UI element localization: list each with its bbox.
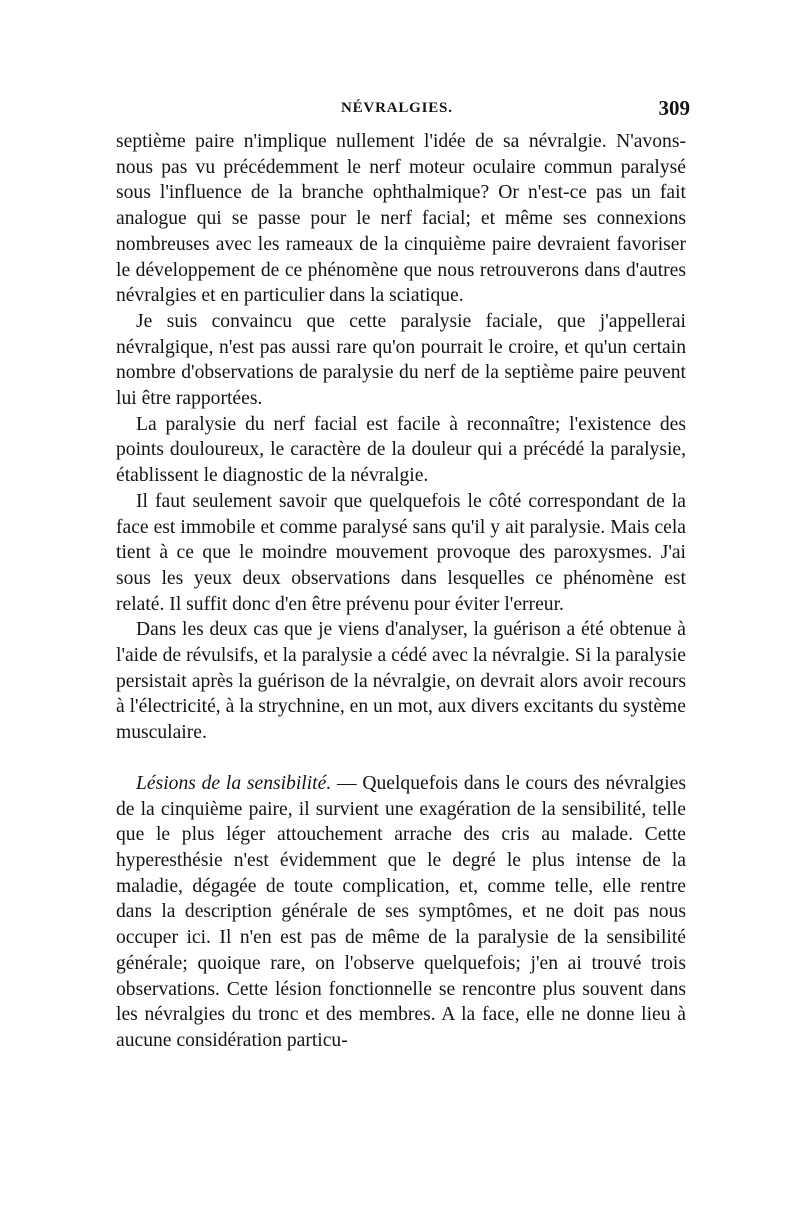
section-title: Lésions de la sensibilité. (136, 772, 332, 794)
body-text (116, 129, 686, 1054)
section-text: — Quelquefois dans le cours des névralgies de la cinquième paire, il survient une exagération de la sensibilité, telle que le plus léger attouchement arrache des cris au malade. Cette hyperesthésie n'est évidemment que le degré le plus intense de la maladie, dégagée de toute complication, et, comme telle, elle rentre dans la description générale de ses symptômes, et ne doit pas nous occuper ici. Il n'en est pas de même de la paralysie de la sensibilité générale; quoique rare, on l'observe quelquefois; j'en ai trouvé trois observations. Cette lésion fonctionnelle se rencontre plus souvent dans les névralgies du tronc et des membres. A la face, elle ne donne lieu à aucune considération particu- (116, 772, 686, 1051)
paragraph: La paralysie du nerf facial est facile à reconnaître; l'existence des points douloureux, le caractère de la douleur qui a précédé la paralysie, établissent le diagnostic de la névralgie. (116, 413, 686, 487)
page-number: 309 (658, 96, 690, 120)
paragraph-continued: septième paire n'implique nullement l'idée de sa névralgie. N'avons-nous pas vu précédemment le nerf moteur oculaire commun paralysé sous l'influence de la branche ophthalmique? Or n'est-ce pas un fait analogue qui se passe pour le nerf facial; et même ses connexions nombreuses avec les rameaux de la cinquième paire devraient favoriser le développement de ce phénomène que nous retrouverons dans d'autres névralgies et en particulier dans la sciatique. (116, 131, 686, 307)
paragraph: Il faut seulement savoir que quelquefois le côté correspondant de la face est immobile et comme paralysé sans qu'il y ait paralysie. Mais cela tient à ce que le moindre mouvement provoque des paroxysmes. J'ai sous les yeux deux observations dans lesquelles ce phénomène est relaté. Il suffit donc d'en être prévenu pour éviter l'erreur. (116, 490, 686, 615)
running-head (116, 96, 690, 126)
section-paragraph (116, 771, 686, 1054)
paragraph: Je suis convaincu que cette paralysie faciale, que j'appellerai névralgique, n'est pas aussi rare qu'on pourrait le croire, et qu'un certain nombre d'observations de paralysie du nerf de la septième paire peuvent lui être rapportées. (116, 310, 686, 410)
book-page (116, 96, 690, 1054)
paragraph: Dans les deux cas que je viens d'analyser, la guérison a été obtenue à l'aide de révulsifs, et la paralysie a cédé avec la névralgie. Si la paralysie persistait après la guérison de la névralgie, on devrait alors avoir recours à l'électricité, à la strychnine, en un mot, aux divers excitants du système musculaire. (116, 619, 686, 744)
running-title: NÉVRALGIES. (341, 100, 453, 116)
